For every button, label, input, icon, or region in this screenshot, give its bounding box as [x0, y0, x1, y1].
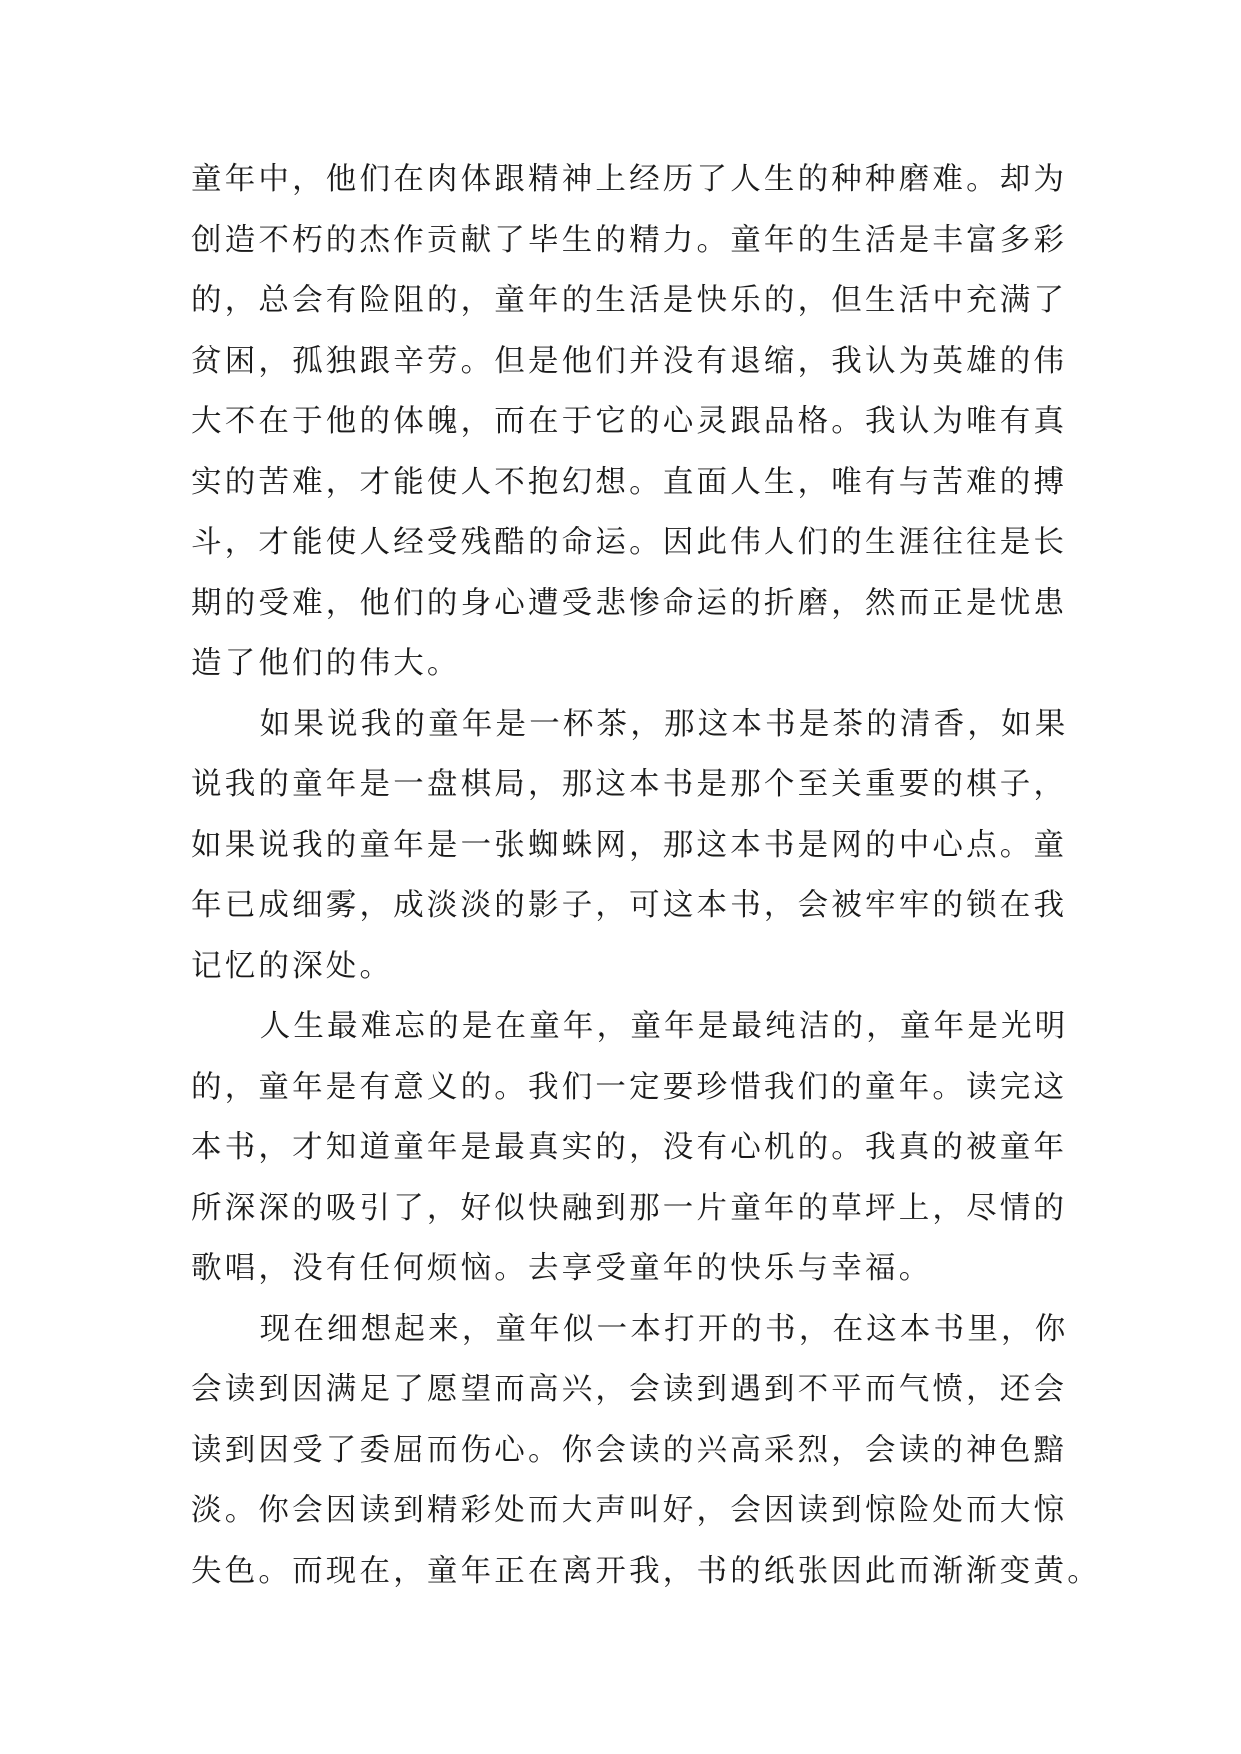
text-line: 失色。而现在，童年正在离开我，书的纸张因此而渐渐变黄。 — [191, 1553, 1101, 1589]
text-line: 本书，才知道童年是最真实的，没有心机的。我真的被童年 — [191, 1130, 1068, 1165]
body-text — [191, 150, 1101, 1602]
text-line: 人生最难忘的是在童年，童年是最纯洁的，童年是光明 — [259, 1009, 1069, 1044]
text-line: 记忆的深处。 — [191, 948, 394, 984]
paragraph — [191, 150, 1068, 695]
text-line: 淡。你会因读到精彩处而大声叫好，会因读到惊险处而大惊 — [191, 1493, 1068, 1528]
text-line: 的，总会有险阻的，童年的生活是快乐的，但生活中充满了 — [191, 283, 1068, 318]
text-line: 如果说我的童年是一张蜘蛛网，那这本书是网的中心点。童 — [191, 827, 1068, 863]
text-line: 创造不朽的杰作贡献了毕生的精力。童年的生活是丰富多彩 — [191, 222, 1068, 258]
text-line: 实的苦难，才能使人不抱幻想。直面人生，唯有与苦难的搏 — [191, 464, 1068, 500]
text-line: 大不在于他的体魄，而在于它的心灵跟品格。我认为唯有真 — [191, 404, 1068, 439]
text-line: 如果说我的童年是一杯茶，那这本书是茶的清香，如果 — [259, 706, 1069, 742]
text-line: 造了他们的伟大。 — [191, 646, 461, 681]
text-line: 歌唱，没有任何烦恼。去享受童年的快乐与幸福。 — [191, 1251, 933, 1286]
paragraph — [191, 997, 1069, 1300]
text-line: 童年中，他们在肉体跟精神上经历了人生的种种磨难。却为 — [191, 162, 1068, 197]
text-line: 的，童年是有意义的。我们一定要珍惜我们的童年。读完这 — [191, 1069, 1068, 1105]
paragraph — [191, 1300, 1101, 1603]
text-line: 期的受难，他们的身心遭受悲惨命运的折磨，然而正是忧患 — [191, 585, 1068, 621]
text-line: 会读到因满足了愿望而高兴，会读到遇到不平而气愤，还会 — [191, 1372, 1068, 1407]
text-line: 斗，才能使人经受残酷的命运。因此伟人们的生涯往往是长 — [191, 525, 1068, 560]
text-line: 现在细想起来，童年似一本打开的书，在这本书里，你 — [259, 1311, 1069, 1347]
text-line: 说我的童年是一盘棋局，那这本书是那个至关重要的棋子， — [191, 767, 1068, 802]
text-line: 贫困，孤独跟辛劳。但是他们并没有退缩，我认为英雄的伟 — [191, 343, 1068, 379]
paragraph — [191, 695, 1069, 998]
text-line: 读到因受了委屈而伤心。你会读的兴高采烈，会读的神色黯 — [191, 1432, 1068, 1468]
text-line: 所深深的吸引了，好似快融到那一片童年的草坪上，尽情的 — [191, 1190, 1068, 1226]
text-line: 年已成细雾，成淡淡的影子，可这本书，会被牢牢的锁在我 — [191, 888, 1068, 923]
